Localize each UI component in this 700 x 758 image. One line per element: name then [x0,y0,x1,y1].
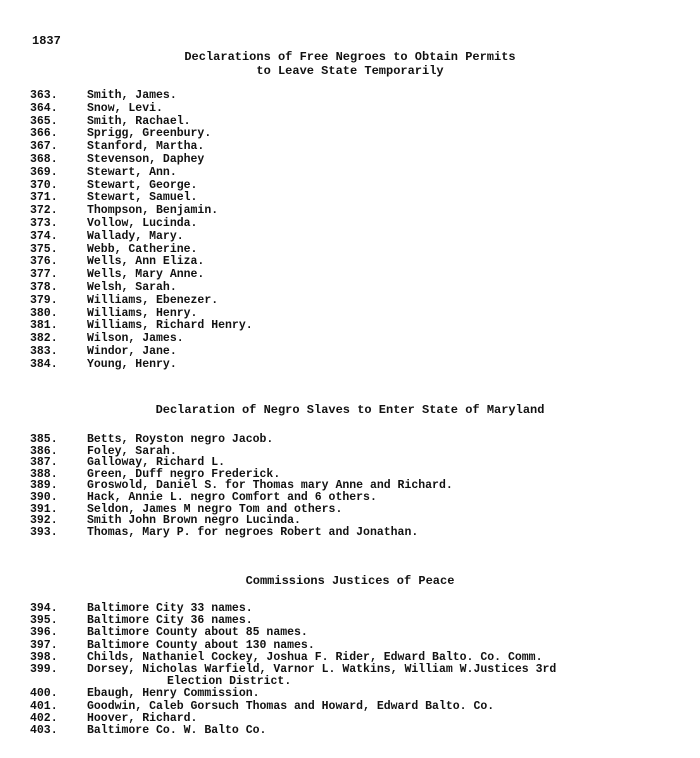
entry-text: Windor, Jane. [87,344,177,358]
entry-number: 397. [30,638,58,652]
entry-number: 372. [30,204,58,218]
entry-number: 370. [30,178,58,192]
entry-text: Sprigg, Greenbury. [87,127,212,141]
entry-number: 363. [30,89,58,102]
list-item [30,688,556,700]
entry-text: Williams, Henry. [87,306,198,320]
entry-number: 400. [30,687,58,701]
entry-number: 383. [30,344,58,358]
entry-number: 388. [30,467,58,481]
entry-number: 364. [30,101,58,115]
list-item [30,640,556,652]
entry-number: 378. [30,280,58,294]
slaves-list [30,434,453,538]
entry-number: 385. [30,433,58,446]
entry-text: Smith, James. [87,89,177,102]
list-item [30,231,253,244]
entry-text: Dorsey, Nicholas Warfield, Varnor L. Watkins, William W.Justices 3rd [87,662,557,676]
entry-number: 393. [30,525,58,539]
entry-text: Betts, Royston negro Jacob. [87,433,274,446]
entry-text: Baltimore Co. W. Balto Co. [87,723,267,737]
list-item [30,167,253,180]
list-item [30,627,556,639]
entry-number: 382. [30,332,58,346]
entry-text: Webb, Catherine. [87,242,198,256]
entry-text: Stewart, Samuel. [87,191,198,205]
entry-number: 392. [30,514,58,528]
list-item [30,90,253,103]
entry-number: 399. [30,662,58,676]
entry-text: Wilson, James. [87,332,184,346]
list-item [30,492,453,504]
entry-number: 365. [30,114,58,128]
page-title-line-2: to Leave State Temporarily [256,64,444,78]
entry-text: Baltimore City 33 names. [87,602,253,615]
entry-number: 373. [30,216,58,230]
list-item [30,103,253,116]
entry-number: 394. [30,602,58,615]
entry-number: 366. [30,127,58,141]
entry-number: 389. [30,479,58,493]
entry-number: 391. [30,502,58,516]
list-item [30,282,253,295]
entry-number: 395. [30,614,58,628]
entry-number: 379. [30,293,58,307]
entry-text: Hoover, Richard. [87,711,198,725]
entry-text: Election District. [167,675,292,689]
entry-text: Stanford, Martha. [87,140,205,154]
entry-text: Wallady, Mary. [87,229,184,243]
entry-text: Foley, Sarah. [87,444,177,458]
entry-text: Groswold, Daniel S. for Thomas mary Anne and Richard. [87,479,453,493]
entry-number: 375. [30,242,58,256]
list-item [30,434,453,446]
entry-text: Hack, Annie L. negro Comfort and 6 others. [87,490,377,504]
list-item [30,218,253,231]
list-item [30,527,453,539]
entry-number: 369. [30,165,58,179]
entry-text: Wells, Mary Anne. [87,268,205,282]
list-item [30,725,556,737]
entry-number: 374. [30,229,58,243]
list-item [30,346,253,359]
entry-number: 384. [30,357,58,371]
entry-text: Baltimore County about 85 names. [87,626,308,640]
entry-text: Williams, Ebenezer. [87,293,219,307]
entry-text: Smith, Rachael. [87,114,191,128]
entry-number: 390. [30,490,58,504]
list-item [30,154,253,167]
entry-number: 380. [30,306,58,320]
entry-text: Vollow, Lucinda. [87,216,198,230]
entry-text: Snow, Levi. [87,101,163,115]
entry-text: Welsh, Sarah. [87,280,177,294]
entry-number: 381. [30,319,58,333]
slaves-section-heading: Declaration of Negro Slaves to Enter State of Maryland [155,403,545,417]
entry-text: Thomas, Mary P. for negroes Robert and Jonathan. [87,525,419,539]
entry-number: 396. [30,626,58,640]
entry-text: Stewart, Ann. [87,165,177,179]
free-negroes-list [30,90,253,372]
page-title-line-1: Declarations of Free Negroes to Obtain Permits [184,50,516,64]
commissions-section-heading: Commissions Justices of Peace [245,574,455,588]
entry-text: Williams, Richard Henry. [87,319,253,333]
entry-text: Green, Duff negro Frederick. [87,467,281,481]
entry-text: Goodwin, Caleb Gorsuch Thomas and Howard, Edward Balto. Co. [87,699,495,713]
entry-number: 368. [30,152,58,166]
list-item [30,295,253,308]
entry-text: Smith John Brown negro Lucinda. [87,514,301,528]
entry-text: Wells, Ann Eliza. [87,255,205,269]
entry-number: 401. [30,699,58,713]
entry-number: 403. [30,723,58,737]
entry-text: Stevenson, Daphey [87,152,205,166]
commissions-list [30,603,556,737]
page-year: 1837 [32,34,61,48]
entry-text: Childs, Nathaniel Cockey, Joshua F. Rider, Edward Balto. Co. Comm. [87,650,543,664]
entry-text: Stewart, George. [87,178,198,192]
entry-number: 377. [30,268,58,282]
entry-number: 376. [30,255,58,269]
entry-text: Young, Henry. [87,357,177,371]
list-item [30,701,556,713]
entry-number: 371. [30,191,58,205]
entry-number: 398. [30,650,58,664]
entry-text: Thompson, Benjamin. [87,204,219,218]
entry-number: 386. [30,444,58,458]
entry-text: Galloway, Richard L. [87,456,226,470]
entry-text: Baltimore City 36 names. [87,614,253,628]
list-item [30,515,453,527]
entry-number: 402. [30,711,58,725]
entry-text: Baltimore County about 130 names. [87,638,315,652]
entry-number: 367. [30,140,58,154]
entry-text: Seldon, James M negro Tom and others. [87,502,343,516]
list-item [30,664,556,676]
list-item [30,359,253,372]
entry-text: Ebaugh, Henry Commission. [87,687,260,701]
entry-number: 387. [30,456,58,470]
